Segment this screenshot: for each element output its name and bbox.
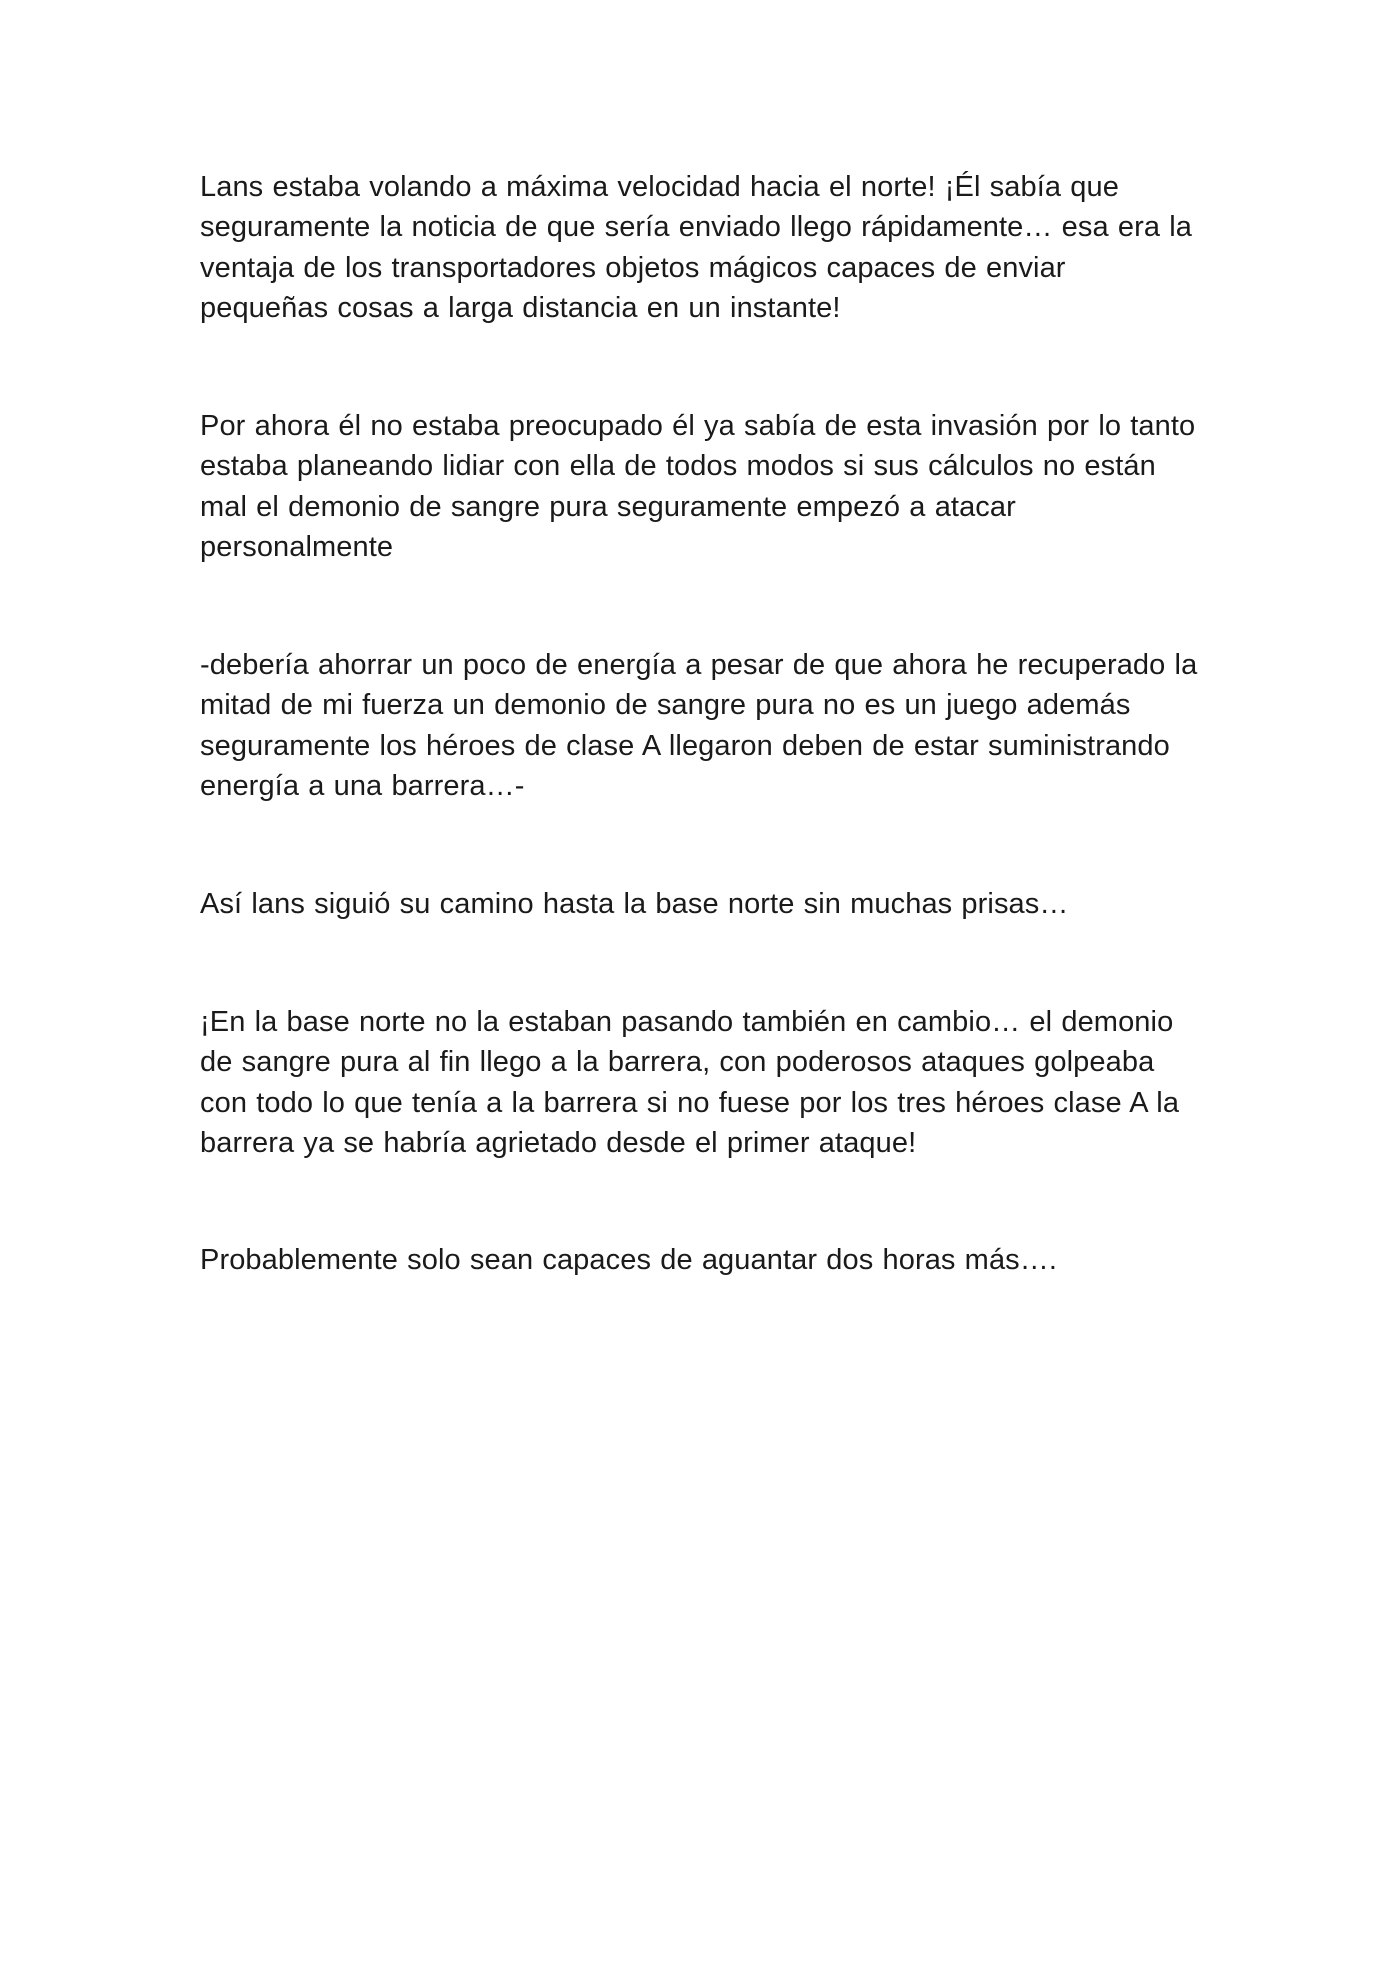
paragraph: Lans estaba volando a máxima velocidad hacia el norte! ¡Él sabía que seguramente la noticia de que sería enviado llego rápidamente… esa era la ventaja de los transportadores objetos mágicos capaces de enviar pequeñas cosas a larga distancia en un instante! [200, 171, 1193, 324]
paragraph: ¡En la base norte no la estaban pasando también en cambio… el demonio de sangre pura al fin llego a la barrera, con poderosos ataques golpeaba con todo lo que tenía a la barrera si no fuese por los tres héroes clase A la barrera ya se habría agrietado desde el primer ataque! [200, 1006, 1180, 1159]
paragraph: Por ahora él no estaba preocupado él ya sabía de esta invasión por lo tanto estaba planeando lidiar con ella de todos modos si sus cálculos no están mal el demonio de sangre pura seguramente empezó a atacar personalmente [200, 410, 1196, 563]
paragraph: -debería ahorrar un poco de energía a pesar de que ahora he recuperado la mitad de mi fuerza un demonio de sangre pura no es un juego además seguramente los héroes de clase A llegaron deben de estar suministrando energía a una barrera…- [200, 649, 1198, 802]
paragraph: Así lans siguió su camino hasta la base norte sin muchas prisas… [200, 888, 1069, 920]
paragraph: Probablemente solo sean capaces de aguantar dos horas más…. [200, 1244, 1058, 1276]
